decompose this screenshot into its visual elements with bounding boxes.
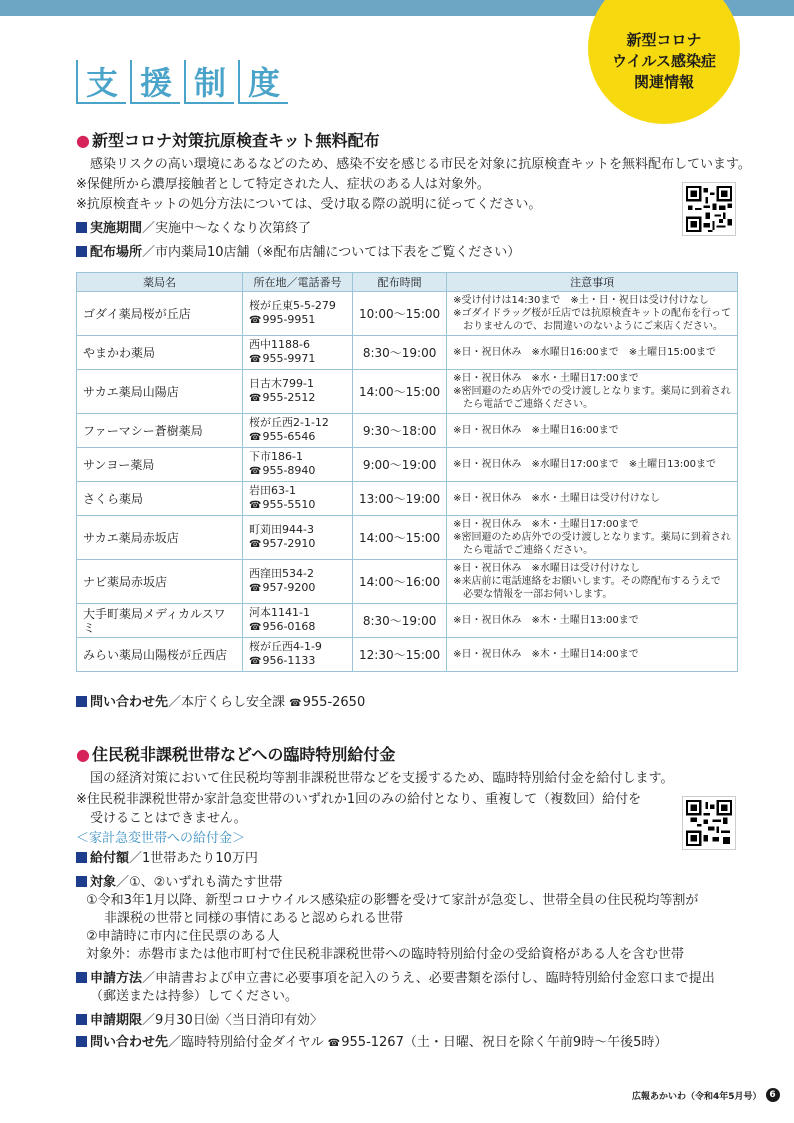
pharmacy-name: ナビ薬局赤坂店 [77,560,243,604]
bullet-dot-icon: ● [76,131,90,150]
note-line: たら電話でご連絡ください。 [453,399,594,410]
phone-number[interactable]: ☎ 957-2910 [249,537,346,552]
distribution-hours: 14:00～15:00 [353,370,447,414]
square-bullet-icon [76,852,87,863]
pharmacy-name: ファーマシー蒼樹薬局 [77,414,243,448]
pharmacy-notes [447,560,738,604]
phone-number[interactable]: ☎ 957-9200 [249,581,346,596]
pharmacy-name: サカエ薬局赤坂店 [77,516,243,560]
pharmacy-notes [447,604,738,638]
pharmacy-name: やまかわ薬局 [77,336,243,370]
note-line: たら電話でご連絡ください。 [453,545,594,556]
title-char: 度 [238,60,288,104]
address-text: 岩田63-1 [249,484,296,497]
pharmacy-name: サンヨー薬局 [77,448,243,482]
section2-heading: ● 住民税非課税世帯などへの臨時特別給付金 [76,745,396,764]
title-char: 援 [130,60,180,104]
section1-contact: 問い合わせ先／本庁くらし安全課 ☎ 955-2650 [76,694,365,713]
section1-note-1: ※保健所から濃厚接触者として特定された人、症状のある人は対象外。 [76,177,490,192]
section2-subheading: ＜家計急変世帯への給付金＞ [76,831,246,846]
contact-phone[interactable]: 955-2650 [302,695,366,710]
pharmacy-notes [447,370,738,414]
section2-target-1b: 非課税の世帯と同様の事情にあると認められる世帯 [104,911,404,926]
distribution-hours: 12:30～15:00 [353,638,447,672]
table-row [77,448,738,482]
address-text: 西中1188-6 [249,338,310,351]
section2-amount: 給付額／1世帯あたり10万円 [76,850,258,868]
page-title [76,60,288,104]
phone-number[interactable]: ☎ 955-5510 [249,498,346,513]
distribution-hours: 8:30～19:00 [353,336,447,370]
section2-deadline: 申請期限／9月30日㈮〈当日消印有効〉 [76,1012,323,1030]
table-row [77,370,738,414]
section1-heading: ● 新型コロナ対策抗原検査キット無料配布 [76,131,380,150]
address-text: 河本1141-1 [249,606,310,619]
table-row [77,336,738,370]
section1-note-2: ※抗原検査キットの処分方法については、受け取る際の説明に従ってください。 [76,197,542,212]
pharmacy-address [243,482,353,516]
note-line: ※日・祝日休み ※水曜日16:00まで ※土曜日15:00まで [453,347,716,358]
phone-number[interactable]: ☎ 956-1133 [249,654,346,669]
phone-icon [328,1035,341,1050]
section1-intro: 感染リスクの高い環境にあるなどのため、感染不安を感じる市民を対象に抗原検査キットを無料配布しています。 [90,157,751,172]
address-text: 桜が丘西4-1-9 [249,640,322,653]
note-line: ※ゴダイドラッグ桜が丘店では抗原検査キットの配布を行って [453,308,731,319]
badge-line-3: 関連情報 [633,72,694,91]
title-char: 支 [76,60,126,104]
phone-number[interactable]: ☎ 956-0168 [249,620,346,635]
pharmacy-address [243,638,353,672]
phone-number[interactable]: ☎ 955-6546 [249,430,346,445]
note-line: ※日・祝日休み ※水・土曜日は受け付けなし [453,493,660,504]
address-text: 下市186-1 [249,450,303,463]
distribution-hours: 13:00～19:00 [353,482,447,516]
phone-number[interactable]: ☎ 955-2512 [249,391,346,406]
page-footer [632,1088,780,1102]
note-line: ※日・祝日休み ※水・土曜日17:00まで [453,373,639,384]
note-line: 必要な情報を一部お伺いします。 [453,589,613,600]
note-line: ※密回避のため店外での受け渡しとなります。薬局に到着され [453,386,731,397]
distribution-hours: 10:00～15:00 [353,292,447,336]
note-line: ※日・祝日休み ※水曜日17:00まで ※土曜日13:00まで [453,459,716,470]
qr-code-icon[interactable] [682,796,736,850]
square-bullet-icon [76,696,87,707]
contact-phone[interactable]: 955-1267 [341,1035,404,1050]
distribution-hours: 9:30～18:00 [353,414,447,448]
section2-intro: 国の経済対策において住民税均等割非課税世帯などを支援するため、臨時特別給付金を給付します。 [90,771,674,786]
phone-number[interactable]: ☎ 955-8940 [249,464,346,479]
square-bullet-icon [76,246,87,257]
pharmacy-name: さくら薬局 [77,482,243,516]
note-line: ※来店前に電話連絡をお願いします。その際配布するうえで [453,576,721,587]
pharmacy-address [243,414,353,448]
pharmacy-notes [447,336,738,370]
note-line: ※日・祝日休み ※木・土曜日13:00まで [453,615,639,626]
pharmacy-address [243,604,353,638]
table-row [77,638,738,672]
pharmacy-notes [447,638,738,672]
pharmacy-name: 大手町薬局メディカルスワミ [77,604,243,638]
phone-number[interactable]: ☎ 955-9971 [249,352,346,367]
pharmacy-address [243,448,353,482]
table-row [77,604,738,638]
distribution-hours: 14:00～15:00 [353,516,447,560]
square-bullet-icon [76,972,87,983]
pharmacy-notes [447,292,738,336]
table-row [77,414,738,448]
section2-target-note: 対象外：赤磐市または他市町村で住民税非課税世帯への臨時特別給付金の受給資格がある人を含む世帯 [86,947,685,962]
section1-place: 配布場所／市内薬局10店舗（※配布店舗については下表をご覧ください） [76,244,520,262]
phone-icon [289,695,302,710]
page-number: 6 [766,1088,780,1102]
pharmacy-address [243,516,353,560]
address-text: 西窪田534-2 [249,567,314,580]
section2-target-2: ②申請時に市内に住民票のある人 [86,929,280,944]
pharmacy-name: サカエ薬局山陽店 [77,370,243,414]
qr-code-icon[interactable] [682,182,736,236]
column-header: 薬局名 [77,273,243,292]
section2-note-1: ※住民税非課税世帯か家計急変世帯のいずれか1回のみの給付となり、重複して（複数回）給付を [76,792,642,807]
square-bullet-icon [76,876,87,887]
note-line: ※受け付けは14:30まで ※土・日・祝日は受け付けなし [453,295,709,306]
pharmacy-address [243,560,353,604]
pharmacy-notes [447,448,738,482]
table-row [77,516,738,560]
section2-target: 対象／①、②いずれも満たす世帯 [76,874,282,892]
pharmacy-notes [447,414,738,448]
table-row [77,292,738,336]
address-text: 町苅田944-3 [249,523,314,536]
square-bullet-icon [76,222,87,233]
bullet-dot-icon: ● [76,745,90,764]
distribution-hours: 9:00～19:00 [353,448,447,482]
note-line: おりませんので、お間違いのないようにご来店ください。 [453,321,723,332]
square-bullet-icon [76,1036,87,1047]
section2-method: 申請方法／申請書および申立書に必要事項を記入のうえ、必要書類を添付し、臨時特別給付金窓口まで提出 [76,970,715,988]
address-text: 桜が丘西2-1-12 [249,416,329,429]
pharmacy-notes [447,516,738,560]
pharmacy-table [76,272,738,672]
address-text: 桜が丘東5-5-279 [249,299,336,312]
note-line: ※日・祝日休み ※木・土曜日14:00まで [453,649,639,660]
section1-period: 実施期間／実施中～なくなり次第終了 [76,220,311,238]
note-line: ※日・祝日休み ※土曜日16:00まで [453,425,619,436]
table-row [77,560,738,604]
distribution-hours: 14:00～16:00 [353,560,447,604]
pharmacy-address [243,370,353,414]
pharmacy-name: みらい薬局山陽桜が丘西店 [77,638,243,672]
badge-line-1: 新型コロナ [626,30,702,49]
badge-line-2: ウイルス感染症 [611,51,717,70]
note-line: ※密回避のため店外での受け渡しとなります。薬局に到着され [453,532,731,543]
column-header: 配布時間 [353,273,447,292]
pharmacy-notes [447,482,738,516]
table-header-row [77,273,738,292]
pharmacy-address [243,336,353,370]
publication-name: 広報あかいわ（令和4年5月号） [632,1091,762,1102]
section2-note-2: 受けることはできません。 [90,811,247,826]
note-line: ※日・祝日休み ※木・土曜日17:00まで [453,519,639,530]
note-line: ※日・祝日休み ※水曜日は受け付けなし [453,563,640,574]
title-char: 制 [184,60,234,104]
covid-info-badge [588,0,740,124]
table-row [77,482,738,516]
distribution-hours: 8:30～19:00 [353,604,447,638]
column-header: 注意事項 [447,273,738,292]
pharmacy-address [243,292,353,336]
section2-method-2: （郵送または持参）してください。 [90,989,299,1004]
section2-contact: 問い合わせ先／臨時特別給付金ダイヤル ☎ 955-1267（土・日曜、祝日を除く午前9時～午後5時） [76,1034,667,1053]
section2-target-1a: ①令和3年1月以降、新型コロナウイルス感染症の影響を受けて家計が急変し、世帯全員の住民税均等割が [86,893,699,908]
pharmacy-name: ゴダイ薬局桜が丘店 [77,292,243,336]
phone-number[interactable]: ☎ 995-9951 [249,313,346,328]
square-bullet-icon [76,1014,87,1025]
column-header: 所在地／電話番号 [243,273,353,292]
address-text: 日古木799-1 [249,377,314,390]
